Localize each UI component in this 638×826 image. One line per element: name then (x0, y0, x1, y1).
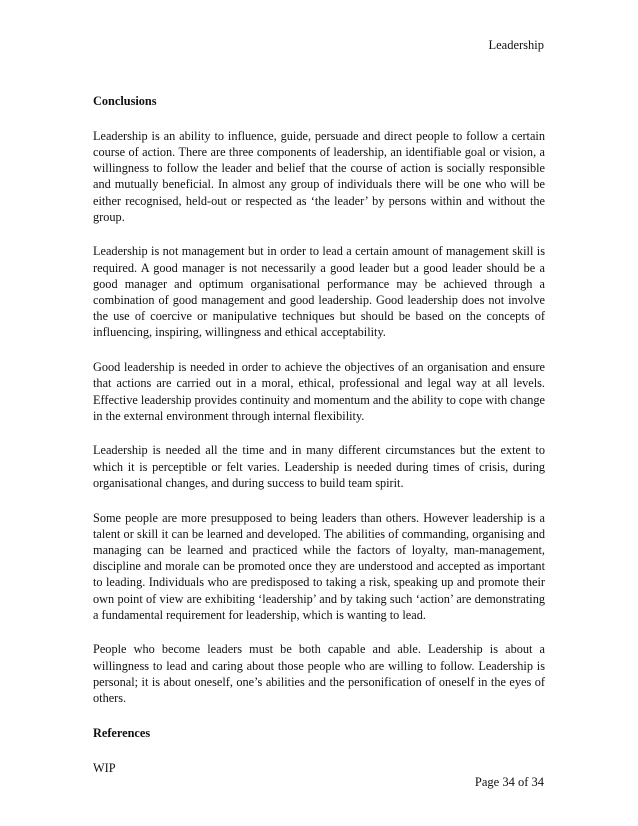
running-header: Leadership (488, 38, 544, 52)
section-heading-conclusions: Conclusions (93, 94, 157, 108)
references-body: WIP (93, 760, 116, 775)
paragraph-3: Good leadership is needed in order to achieve the objectives of an organisation and ensure that actions are carried out in a moral, ethical, professional and legal way at all levels. Effective leadership provides continuity and momentum and the ability to cope with change in the external environment through internal flexibility. (93, 360, 545, 423)
section-heading-references: References (93, 725, 151, 740)
paragraph-4: Leadership is needed all the time and in many different circumstances but the extent to which it is perceptible or felt varies. Leadership is needed during times of crisis, during organisational changes, and during success to build team spirit. (93, 443, 545, 490)
paragraph-1: Leadership is an ability to influence, guide, persuade and direct people to follow a certain course of action. There are three components of leadership, an identifiable goal or vision, a willingness to follow the leader and belief that the course of action is socially responsible and mutually beneficial. In almost any group of individuals there will be one who will be either recognised, held-out or respected as ‘the leader’ by persons within and without the group. (93, 128, 545, 224)
page-number: Page 34 of 34 (474, 775, 544, 789)
paragraph-6: People who become leaders must be both capable and able. Leadership is about a willingness to lead and caring about those people who are willing to follow. Leadership is personal; it is about oneself, one’s abilities and the personification of oneself in the eyes of others. (93, 642, 545, 706)
paragraph-2: Leadership is not management but in order to lead a certain amount of management skill is required. A good manager is not necessarily a good leader but a good leader should be a good manager and optimum organisational performance may be achieved through a combination of good management and good leadership. Good leadership does not involve the use of coercive or manipulative techniques but should be based on the concepts of influencing, inspiring, willingness and ethical acceptability. (93, 244, 545, 340)
page-content (93, 93, 545, 776)
paragraph-5: Some people are more presupposed to being leaders than others. However leadership is a talent or skill it can be learned and developed. The abilities of commanding, organising and managing can be learned and practiced while the factors of loyalty, man-management, discipline and morale can be promoted once they are understood and accepted as important to leading. Individuals who are predisposed to taking a risk, speaking up and promote their own point of view are exhibiting ‘leadership’ and by taking such ‘action’ are demonstrating a fundamental requirement for leadership, which is wanting to lead. (93, 510, 545, 622)
